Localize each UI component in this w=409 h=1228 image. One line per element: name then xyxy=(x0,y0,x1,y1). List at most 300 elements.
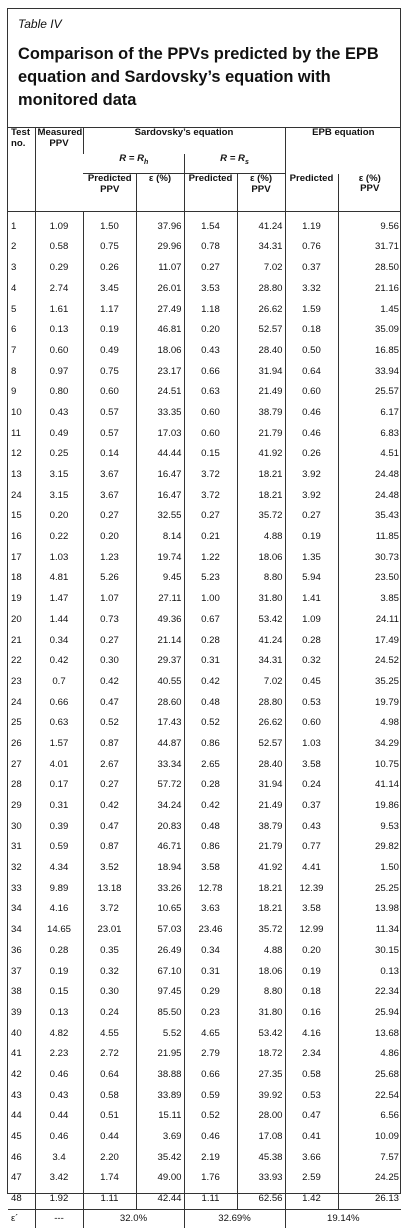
cell-eps-epb: 10.09 xyxy=(338,1127,401,1148)
cell-predicted-rh: 0.58 xyxy=(83,1086,136,1107)
header-eps-epb: ε (%) PPV xyxy=(338,174,401,212)
cell-predicted-epb: 3.92 xyxy=(285,465,338,486)
cell-test-no: 24 xyxy=(11,696,22,708)
cell-eps-rh: 24.51 xyxy=(136,382,184,403)
cell-test-no: 16 xyxy=(11,531,22,543)
cell-predicted-rs: 0.63 xyxy=(184,382,237,403)
cell-predicted-epb: 12.99 xyxy=(285,920,338,941)
cell-eps-rs: 41.92 xyxy=(237,444,285,465)
cell-predicted-rs: 0.42 xyxy=(184,672,237,693)
header-predicted-rs: Predicted xyxy=(184,174,237,212)
cell-predicted-epb: 0.18 xyxy=(285,982,338,1003)
cell-predicted-rh: 0.60 xyxy=(83,382,136,403)
cell-predicted-epb: 2.34 xyxy=(285,1044,338,1065)
cell-predicted-rs: 0.43 xyxy=(184,341,237,362)
cell-measured-ppv: 1.47 xyxy=(35,589,83,610)
cell-eps-rs: 8.80 xyxy=(237,982,285,1003)
table-row xyxy=(8,817,401,838)
cell-measured-ppv: 0.43 xyxy=(35,1086,83,1107)
cell-predicted-rs: 0.78 xyxy=(184,238,237,259)
cell-eps-epb: 35.43 xyxy=(338,506,401,527)
cell-measured-ppv: 0.22 xyxy=(35,527,83,548)
cell-eps-rs: 28.80 xyxy=(237,279,285,300)
cell-test-no: 34 xyxy=(11,924,22,936)
cell-predicted-rh: 4.55 xyxy=(83,1024,136,1045)
table-row xyxy=(8,982,401,1003)
cell-predicted-rs: 0.48 xyxy=(184,817,237,838)
cell-eps-rh: 37.96 xyxy=(136,212,184,238)
cell-eps-epb: 16.85 xyxy=(338,341,401,362)
cell-predicted-epb: 0.64 xyxy=(285,362,338,383)
cell-measured-ppv: 0.59 xyxy=(35,837,83,858)
cell-eps-rs: 7.02 xyxy=(237,672,285,693)
footer-eps-epb: 19.14% xyxy=(285,1210,401,1228)
cell-predicted-epb: 1.59 xyxy=(285,300,338,321)
cell-eps-rs: 18.21 xyxy=(237,465,285,486)
cell-test-no: 30 xyxy=(11,820,22,832)
cell-predicted-rs: 0.46 xyxy=(184,1127,237,1148)
cell-measured-ppv: 0.15 xyxy=(35,982,83,1003)
cell-test-no: 8 xyxy=(11,365,17,377)
cell-eps-rs: 41.24 xyxy=(237,631,285,652)
cell-predicted-rs: 3.58 xyxy=(184,858,237,879)
cell-eps-rs: 35.72 xyxy=(237,920,285,941)
cell-predicted-rh: 0.47 xyxy=(83,817,136,838)
cell-eps-epb: 30.15 xyxy=(338,941,401,962)
cell-predicted-epb: 0.24 xyxy=(285,775,338,796)
cell-test-no: 20 xyxy=(11,613,22,625)
cell-predicted-epb: 0.20 xyxy=(285,941,338,962)
cell-predicted-epb: 0.37 xyxy=(285,258,338,279)
cell-eps-rh: 40.55 xyxy=(136,672,184,693)
cell-measured-ppv: 0.25 xyxy=(35,444,83,465)
cell-eps-rs: 53.42 xyxy=(237,610,285,631)
cell-eps-epb: 13.98 xyxy=(338,900,401,921)
header-r-equals-rh: $R = R_h$ xyxy=(83,154,184,174)
cell-eps-epb: 6.56 xyxy=(338,1106,401,1127)
header-epb: EPB equation xyxy=(285,128,401,154)
cell-eps-rs: 18.06 xyxy=(237,548,285,569)
cell-eps-rh: 18.94 xyxy=(136,858,184,879)
cell-eps-epb: 9.53 xyxy=(338,817,401,838)
cell-eps-rh: 35.42 xyxy=(136,1148,184,1169)
cell-eps-rh: 21.95 xyxy=(136,1044,184,1065)
table-row xyxy=(8,962,401,983)
cell-predicted-rs: 1.22 xyxy=(184,548,237,569)
cell-predicted-rh: 0.51 xyxy=(83,1106,136,1127)
cell-eps-rs: 4.88 xyxy=(237,941,285,962)
table-frame xyxy=(7,8,401,1224)
cell-predicted-rh: 2.72 xyxy=(83,1044,136,1065)
table-row xyxy=(8,444,401,465)
cell-predicted-rs: 2.19 xyxy=(184,1148,237,1169)
cell-measured-ppv: 0.49 xyxy=(35,424,83,445)
cell-measured-ppv: 0.19 xyxy=(35,962,83,983)
cell-predicted-rh: 0.49 xyxy=(83,341,136,362)
cell-eps-rs: 35.72 xyxy=(237,506,285,527)
cell-measured-ppv: 1.57 xyxy=(35,734,83,755)
cell-eps-epb: 0.13 xyxy=(338,962,401,983)
cell-eps-rh: 27.49 xyxy=(136,300,184,321)
cell-predicted-rh: 0.57 xyxy=(83,403,136,424)
cell-predicted-rh: 0.75 xyxy=(83,238,136,259)
cell-test-no: 24 xyxy=(11,489,22,501)
cell-eps-rh: 49.00 xyxy=(136,1168,184,1189)
cell-measured-ppv: 1.03 xyxy=(35,548,83,569)
cell-test-no: 21 xyxy=(11,634,22,646)
cell-eps-epb: 17.49 xyxy=(338,631,401,652)
cell-eps-epb: 29.82 xyxy=(338,837,401,858)
cell-eps-rh: 49.36 xyxy=(136,610,184,631)
cell-test-no: 26 xyxy=(11,737,22,749)
cell-predicted-epb: 12.39 xyxy=(285,879,338,900)
footer-label: ε´ xyxy=(8,1210,35,1228)
cell-eps-epb: 7.57 xyxy=(338,1148,401,1169)
table-row xyxy=(8,465,401,486)
cell-eps-rs: 26.62 xyxy=(237,300,285,321)
cell-predicted-rh: 0.27 xyxy=(83,631,136,652)
cell-predicted-epb: 0.18 xyxy=(285,320,338,341)
cell-eps-epb: 9.56 xyxy=(338,212,401,238)
cell-test-no: 13 xyxy=(11,469,22,480)
cell-eps-epb: 34.29 xyxy=(338,734,401,755)
cell-eps-rs: 17.08 xyxy=(237,1127,285,1148)
cell-eps-epb: 25.94 xyxy=(338,1003,401,1024)
cell-predicted-rh: 0.30 xyxy=(83,651,136,672)
cell-eps-rh: 21.14 xyxy=(136,631,184,652)
cell-eps-epb: 22.34 xyxy=(338,982,401,1003)
table-row xyxy=(8,837,401,858)
table-row xyxy=(8,796,401,817)
cell-eps-rh: 85.50 xyxy=(136,1003,184,1024)
cell-eps-rs: 21.79 xyxy=(237,424,285,445)
cell-test-no: 29 xyxy=(11,800,22,811)
cell-eps-rh: 46.81 xyxy=(136,320,184,341)
table-row xyxy=(8,1127,401,1148)
cell-measured-ppv: 0.7 xyxy=(35,672,83,693)
cell-measured-ppv: 0.97 xyxy=(35,362,83,383)
table-row xyxy=(8,1003,401,1024)
cell-eps-rs: 28.40 xyxy=(237,341,285,362)
cell-measured-ppv: 4.01 xyxy=(35,755,83,776)
cell-measured-ppv: 3.15 xyxy=(35,465,83,486)
cell-measured-ppv: 4.81 xyxy=(35,569,83,590)
table-row xyxy=(8,734,401,755)
cell-predicted-rh: 0.87 xyxy=(83,734,136,755)
cell-eps-rs: 31.80 xyxy=(237,1003,285,1024)
cell-eps-rh: 32.55 xyxy=(136,506,184,527)
cell-eps-rh: 42.44 xyxy=(136,1189,184,1210)
cell-measured-ppv: 2.23 xyxy=(35,1044,83,1065)
cell-test-no: 9 xyxy=(11,386,17,398)
cell-measured-ppv: 0.20 xyxy=(35,506,83,527)
cell-predicted-epb: 0.41 xyxy=(285,1127,338,1148)
cell-test-no: 3 xyxy=(11,262,17,274)
cell-measured-ppv: 1.92 xyxy=(35,1189,83,1210)
cell-predicted-epb: 0.76 xyxy=(285,238,338,259)
footer-measured: --- xyxy=(35,1210,83,1228)
cell-predicted-rh: 0.73 xyxy=(83,610,136,631)
cell-eps-rh: 10.65 xyxy=(136,900,184,921)
cell-measured-ppv: 4.82 xyxy=(35,1024,83,1045)
cell-test-no: 25 xyxy=(11,717,22,729)
cell-predicted-epb: 0.19 xyxy=(285,962,338,983)
cell-eps-rs: 34.31 xyxy=(237,238,285,259)
table-row xyxy=(8,238,401,259)
cell-eps-rs: 18.72 xyxy=(237,1044,285,1065)
cell-measured-ppv: 0.60 xyxy=(35,341,83,362)
cell-predicted-rh: 0.35 xyxy=(83,941,136,962)
cell-predicted-epb: 0.27 xyxy=(285,506,338,527)
table-row xyxy=(8,279,401,300)
cell-measured-ppv: 1.09 xyxy=(35,212,83,238)
cell-test-no: 27 xyxy=(11,758,22,770)
cell-eps-rs: 31.94 xyxy=(237,362,285,383)
cell-predicted-rs: 12.78 xyxy=(184,879,237,900)
cell-eps-rh: 8.14 xyxy=(136,527,184,548)
cell-eps-rh: 38.88 xyxy=(136,1065,184,1086)
cell-predicted-rs: 3.63 xyxy=(184,900,237,921)
cell-eps-rs: 18.06 xyxy=(237,962,285,983)
table-row xyxy=(8,1024,401,1045)
cell-eps-rs: 39.92 xyxy=(237,1086,285,1107)
table-row xyxy=(8,1086,401,1107)
cell-eps-rs: 21.79 xyxy=(237,837,285,858)
cell-eps-epb: 6.17 xyxy=(338,403,401,424)
cell-test-no: 39 xyxy=(11,1006,22,1018)
table-row xyxy=(8,506,401,527)
cell-predicted-rs: 3.53 xyxy=(184,279,237,300)
cell-predicted-rs: 0.66 xyxy=(184,362,237,383)
cell-predicted-epb: 3.92 xyxy=(285,486,338,507)
cell-eps-epb: 19.79 xyxy=(338,693,401,714)
cell-predicted-rh: 3.52 xyxy=(83,858,136,879)
cell-eps-rh: 67.10 xyxy=(136,962,184,983)
table-row xyxy=(8,341,401,362)
cell-test-no: 38 xyxy=(11,986,22,998)
cell-eps-rh: 33.26 xyxy=(136,879,184,900)
table-row xyxy=(8,1044,401,1065)
cell-predicted-rh: 0.26 xyxy=(83,258,136,279)
cell-measured-ppv: 9.89 xyxy=(35,879,83,900)
cell-predicted-epb: 0.53 xyxy=(285,1086,338,1107)
table-row xyxy=(8,713,401,734)
cell-eps-rs: 52.57 xyxy=(237,320,285,341)
header-predicted-ppv-rh: Predicted PPV xyxy=(87,173,132,195)
cell-test-no: 36 xyxy=(11,944,22,956)
cell-eps-rh: 57.03 xyxy=(136,920,184,941)
cell-eps-epb: 4.98 xyxy=(338,713,401,734)
cell-eps-rh: 34.24 xyxy=(136,796,184,817)
cell-test-no: 40 xyxy=(11,1027,22,1039)
cell-predicted-rh: 0.19 xyxy=(83,320,136,341)
cell-eps-rh: 28.60 xyxy=(136,693,184,714)
cell-eps-rh: 27.11 xyxy=(136,589,184,610)
cell-measured-ppv: 0.66 xyxy=(35,693,83,714)
table-row xyxy=(8,362,401,383)
cell-measured-ppv: 3.4 xyxy=(35,1148,83,1169)
cell-measured-ppv: 0.13 xyxy=(35,1003,83,1024)
cell-predicted-rs: 0.60 xyxy=(184,403,237,424)
cell-eps-rh: 15.11 xyxy=(136,1106,184,1127)
header-eps-rs: ε (%) PPV xyxy=(237,174,285,212)
table-title: Comparison of the PPVs predicted by the EPB equation and Sardovsky’s equation with monitored data xyxy=(18,45,379,109)
cell-measured-ppv: 3.42 xyxy=(35,1168,83,1189)
cell-predicted-rs: 0.66 xyxy=(184,1065,237,1086)
cell-predicted-rh: 0.27 xyxy=(83,775,136,796)
cell-predicted-rs: 0.59 xyxy=(184,1086,237,1107)
cell-predicted-rs: 0.52 xyxy=(184,1106,237,1127)
cell-eps-rh: 11.07 xyxy=(136,258,184,279)
cell-eps-rs: 26.62 xyxy=(237,713,285,734)
table-row xyxy=(8,920,401,941)
cell-measured-ppv: 0.42 xyxy=(35,651,83,672)
cell-eps-rs: 27.35 xyxy=(237,1065,285,1086)
table-row xyxy=(8,755,401,776)
header-epb-spacer xyxy=(285,154,401,174)
cell-predicted-epb: 1.19 xyxy=(285,212,338,238)
footer-eps-rs: 32.69% xyxy=(184,1210,285,1228)
cell-predicted-epb: 0.43 xyxy=(285,817,338,838)
cell-eps-epb: 1.50 xyxy=(338,858,401,879)
cell-predicted-epb: 3.58 xyxy=(285,900,338,921)
cell-predicted-rs: 0.28 xyxy=(184,775,237,796)
cell-eps-rh: 9.45 xyxy=(136,569,184,590)
cell-eps-rh: 33.89 xyxy=(136,1086,184,1107)
cell-predicted-rh: 1.17 xyxy=(83,300,136,321)
cell-eps-rh: 19.74 xyxy=(136,548,184,569)
cell-predicted-rh: 0.47 xyxy=(83,693,136,714)
table-row xyxy=(8,382,401,403)
comparison-table xyxy=(8,127,401,1228)
cell-predicted-epb: 4.41 xyxy=(285,858,338,879)
cell-eps-rh: 97.45 xyxy=(136,982,184,1003)
cell-eps-rs: 7.02 xyxy=(237,258,285,279)
table-body xyxy=(8,212,401,1228)
cell-predicted-rs: 0.31 xyxy=(184,962,237,983)
cell-predicted-rh: 0.87 xyxy=(83,837,136,858)
cell-predicted-rs: 0.23 xyxy=(184,1003,237,1024)
cell-predicted-rh: 2.20 xyxy=(83,1148,136,1169)
cell-eps-epb: 10.75 xyxy=(338,755,401,776)
cell-eps-epb: 41.14 xyxy=(338,775,401,796)
cell-eps-rh: 44.44 xyxy=(136,444,184,465)
cell-predicted-epb: 0.60 xyxy=(285,713,338,734)
cell-eps-epb: 13.68 xyxy=(338,1024,401,1045)
table-row xyxy=(8,941,401,962)
cell-eps-rh: 33.34 xyxy=(136,755,184,776)
cell-predicted-rs: 0.42 xyxy=(184,796,237,817)
header-measured-ppv: Measured PPV xyxy=(35,128,83,212)
cell-predicted-rh: 5.26 xyxy=(83,569,136,590)
cell-predicted-rs: 1.54 xyxy=(184,212,237,238)
cell-predicted-rh: 0.44 xyxy=(83,1127,136,1148)
cell-test-no: 10 xyxy=(11,406,22,418)
cell-predicted-rh: 1.11 xyxy=(83,1189,136,1210)
cell-test-no: 42 xyxy=(11,1068,22,1080)
cell-predicted-rh: 2.67 xyxy=(83,755,136,776)
cell-test-no: 23 xyxy=(11,675,22,687)
cell-test-no: 18 xyxy=(11,572,22,584)
cell-eps-epb: 26.13 xyxy=(338,1189,401,1210)
cell-predicted-rs: 1.18 xyxy=(184,300,237,321)
cell-eps-rh: 26.01 xyxy=(136,279,184,300)
cell-eps-rs: 33.93 xyxy=(237,1168,285,1189)
cell-predicted-rs: 3.72 xyxy=(184,465,237,486)
cell-eps-rs: 18.21 xyxy=(237,900,285,921)
cell-predicted-rh: 3.72 xyxy=(83,900,136,921)
cell-predicted-rs: 0.29 xyxy=(184,982,237,1003)
table-row xyxy=(8,258,401,279)
cell-predicted-rh: 13.18 xyxy=(83,879,136,900)
cell-test-no: 5 xyxy=(11,303,17,315)
cell-predicted-epb: 0.46 xyxy=(285,424,338,445)
cell-predicted-rh: 0.30 xyxy=(83,982,136,1003)
table-row xyxy=(8,775,401,796)
table-row xyxy=(8,300,401,321)
cell-eps-rs: 31.94 xyxy=(237,775,285,796)
cell-predicted-rh: 0.20 xyxy=(83,527,136,548)
cell-predicted-rs: 0.28 xyxy=(184,631,237,652)
cell-eps-rh: 20.83 xyxy=(136,817,184,838)
cell-eps-rh: 26.49 xyxy=(136,941,184,962)
cell-predicted-rh: 0.32 xyxy=(83,962,136,983)
cell-eps-rh: 29.37 xyxy=(136,651,184,672)
cell-predicted-rs: 0.60 xyxy=(184,424,237,445)
cell-measured-ppv: 0.46 xyxy=(35,1065,83,1086)
cell-test-no: 43 xyxy=(11,1089,22,1101)
cell-predicted-epb: 1.42 xyxy=(285,1189,338,1210)
cell-measured-ppv: 14.65 xyxy=(35,920,83,941)
table-row xyxy=(8,212,401,238)
cell-predicted-epb: 0.28 xyxy=(285,631,338,652)
cell-predicted-epb: 0.26 xyxy=(285,444,338,465)
cell-eps-epb: 25.25 xyxy=(338,879,401,900)
cell-eps-rs: 21.49 xyxy=(237,382,285,403)
cell-eps-rs: 28.40 xyxy=(237,755,285,776)
cell-eps-rs: 18.21 xyxy=(237,486,285,507)
cell-eps-rs: 38.79 xyxy=(237,817,285,838)
cell-test-no: 46 xyxy=(11,1151,22,1163)
cell-measured-ppv: 0.58 xyxy=(35,238,83,259)
cell-measured-ppv: 4.34 xyxy=(35,858,83,879)
cell-predicted-epb: 0.47 xyxy=(285,1106,338,1127)
cell-predicted-epb: 3.32 xyxy=(285,279,338,300)
cell-eps-rh: 18.06 xyxy=(136,341,184,362)
cell-measured-ppv: 0.17 xyxy=(35,775,83,796)
footer-row xyxy=(8,1210,401,1228)
cell-predicted-rh: 0.42 xyxy=(83,672,136,693)
cell-eps-epb: 31.71 xyxy=(338,238,401,259)
cell-measured-ppv: 3.15 xyxy=(35,486,83,507)
cell-predicted-rs: 1.11 xyxy=(184,1189,237,1210)
cell-eps-rs: 21.49 xyxy=(237,796,285,817)
cell-eps-rs: 41.92 xyxy=(237,858,285,879)
cell-eps-epb: 23.50 xyxy=(338,569,401,590)
cell-measured-ppv: 1.44 xyxy=(35,610,83,631)
table-row xyxy=(8,589,401,610)
cell-eps-rs: 34.31 xyxy=(237,651,285,672)
cell-eps-rs: 41.24 xyxy=(237,212,285,238)
cell-test-no: 48 xyxy=(11,1192,22,1204)
cell-eps-epb: 25.68 xyxy=(338,1065,401,1086)
table-row xyxy=(8,879,401,900)
cell-test-no: 41 xyxy=(11,1048,22,1060)
cell-predicted-rs: 1.00 xyxy=(184,589,237,610)
table-row xyxy=(8,693,401,714)
cell-eps-epb: 22.54 xyxy=(338,1086,401,1107)
cell-eps-rs: 52.57 xyxy=(237,734,285,755)
